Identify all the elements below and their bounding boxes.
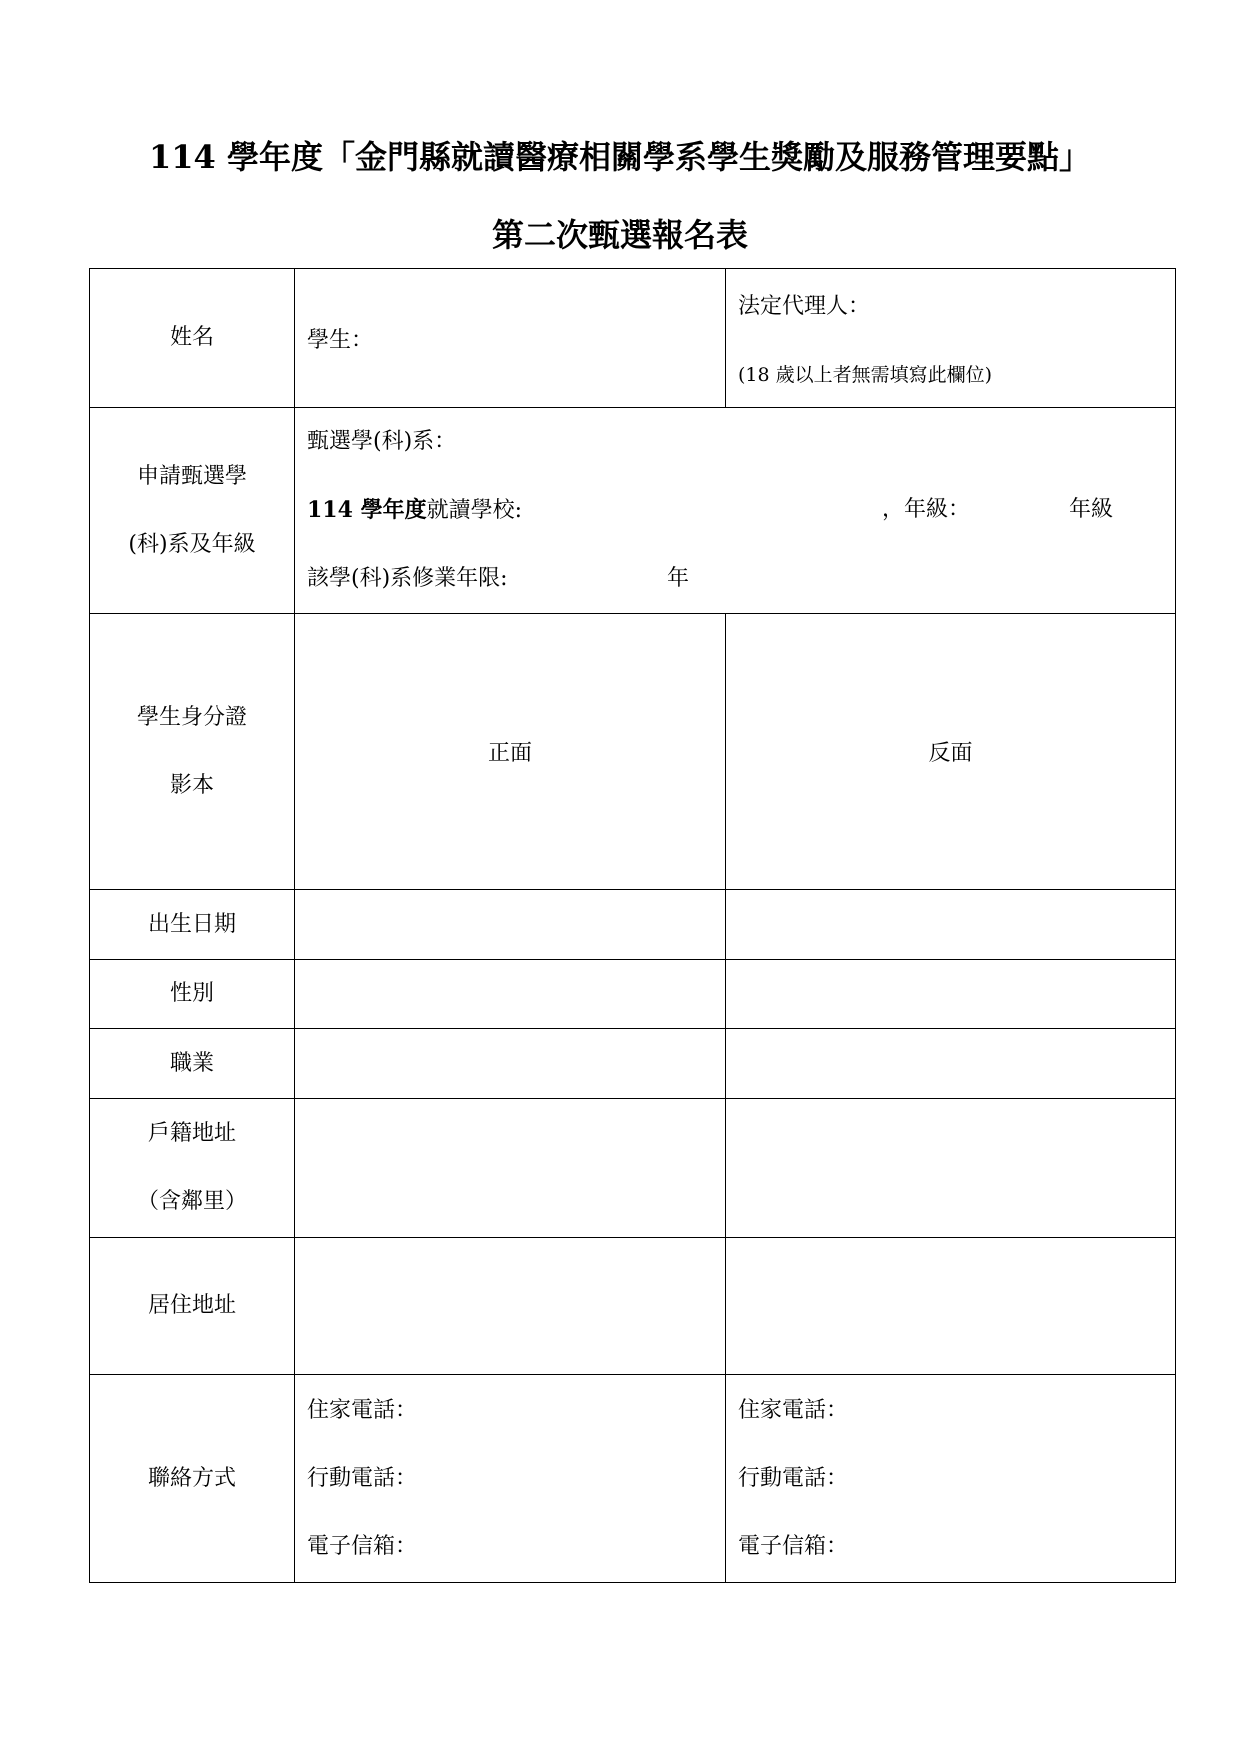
row-name <box>90 269 1176 408</box>
grade-unit: 年級 <box>1069 497 1114 522</box>
guardian-home-phone: 住家電話： <box>738 1397 849 1423</box>
row-job <box>90 1029 1176 1099</box>
school-line <box>307 476 1163 545</box>
id-back-field[interactable] <box>726 614 1176 890</box>
label-dept <box>90 408 295 614</box>
label-id-1: 學生身分證 <box>136 704 247 730</box>
guardian-res-addr-field[interactable] <box>726 1238 1176 1375</box>
dept-line: 甄選學(科)系： <box>307 429 457 454</box>
label-dept-2: (科)系及年級 <box>128 531 256 557</box>
school-label: 就讀學校: <box>426 498 523 523</box>
form-subtitle: 第二次甄選報名表 <box>491 216 748 254</box>
row-id <box>90 614 1176 890</box>
label-job: 職業 <box>90 1029 295 1099</box>
student-mobile: 行動電話： <box>307 1465 418 1491</box>
row-contact <box>90 1375 1176 1583</box>
label-name: 姓名 <box>90 269 295 408</box>
guardian-gender-field[interactable] <box>726 960 1176 1029</box>
student-home-phone: 住家電話： <box>307 1397 418 1423</box>
id-front-field[interactable] <box>295 614 726 890</box>
duration-label: 該學(科)系修業年限: <box>307 566 508 591</box>
form-title: 114 學年度「金門縣就讀醫療相關學系學生獎勵及服務管理要點」 <box>149 138 1091 176</box>
row-gender <box>90 960 1176 1029</box>
row-res-addr <box>90 1238 1176 1375</box>
id-back-label: 反面 <box>928 741 973 766</box>
student-res-addr-field[interactable] <box>295 1238 726 1375</box>
year-bold: 114 學年度 <box>307 497 427 523</box>
label-id-2: 影本 <box>169 772 214 798</box>
guardian-note: (18 歲以上者無需填寫此欄位) <box>738 364 993 386</box>
application-table <box>89 268 1176 1583</box>
guardian-job-field[interactable] <box>726 1029 1176 1099</box>
student-job-field[interactable] <box>295 1029 726 1099</box>
duration-line <box>307 545 1163 613</box>
student-birth-field[interactable] <box>295 890 726 960</box>
label-reg-addr-1: 戶籍地址 <box>147 1121 236 1146</box>
guardian-email: 電子信箱： <box>738 1533 849 1559</box>
duration-unit: 年 <box>667 566 690 591</box>
guardian-name-field[interactable] <box>726 269 1176 408</box>
label-gender: 性別 <box>90 960 295 1029</box>
guardian-reg-addr-field[interactable] <box>726 1099 1176 1238</box>
student-label: 學生： <box>307 327 374 353</box>
label-birth: 出生日期 <box>90 890 295 960</box>
label-reg-addr-2: （含鄰里） <box>136 1189 247 1214</box>
guardian-birth-field[interactable] <box>726 890 1176 960</box>
guardian-mobile: 行動電話： <box>738 1465 849 1491</box>
label-res-addr: 居住地址 <box>90 1238 295 1375</box>
dept-field[interactable] <box>295 408 1176 614</box>
label-id <box>90 614 295 890</box>
student-gender-field[interactable] <box>295 960 726 1029</box>
guardian-contact-field[interactable] <box>726 1375 1176 1583</box>
guardian-label: 法定代理人： <box>738 294 871 319</box>
row-dept <box>90 408 1176 614</box>
row-birth <box>90 890 1176 960</box>
student-reg-addr-field[interactable] <box>295 1099 726 1238</box>
grade-label: ，年級： <box>882 497 971 522</box>
student-contact-field[interactable] <box>295 1375 726 1583</box>
label-contact: 聯絡方式 <box>90 1375 295 1583</box>
row-reg-addr <box>90 1099 1176 1238</box>
student-name-field[interactable] <box>295 269 726 408</box>
id-front-label: 正面 <box>487 741 532 766</box>
label-reg-addr <box>90 1099 295 1238</box>
label-dept-1: 申請甄選學 <box>136 463 247 489</box>
student-email: 電子信箱： <box>307 1533 418 1559</box>
